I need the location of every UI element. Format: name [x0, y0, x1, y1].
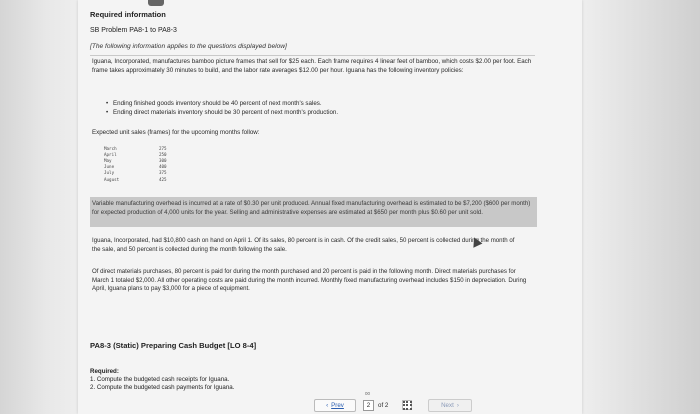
required-label: Required: — [90, 368, 119, 375]
units-cell: 400 — [159, 164, 167, 170]
divider — [90, 55, 535, 56]
cash-paragraph: Iguana, Incorporated, had $10,800 cash on hand on April 1. Of its sales, 80 percent is in cash. Of the credit sales, 50 percent is collected during the month of the sale, and 50 percent is collected during the month following the sale. — [92, 237, 515, 253]
month-cell: June — [104, 164, 115, 170]
units-cell: 375 — [159, 170, 167, 176]
table-row — [104, 176, 179, 182]
prev-button[interactable] — [314, 399, 356, 412]
requirement-item: 2. Compute the budgeted cash payments for Iguana. — [90, 384, 235, 391]
month-cell: July — [104, 170, 115, 176]
units-cell: 250 — [159, 151, 167, 157]
page-title: Required information — [90, 10, 166, 19]
expected-sales-label: Expected unit sales (frames) for the upcoming months follow: — [92, 129, 260, 136]
policy-item: • Ending direct materials inventory should be 30 percent of next month's production. — [114, 109, 338, 118]
policy-item: • Ending finished goods inventory should be 40 percent of next month's sales. — [114, 100, 338, 109]
page-stack-marker: 00 — [365, 391, 371, 396]
company-description: Iguana, Incorporated, manufactures bamboo picture frames that sell for $25 each. Each frame requires 4 linear feet of bamboo, which costs $2.00 per foot. Each frame takes approximately 30 minutes to build, and the labor rate averages $12.00 per hour. Iguana has the following inventory policies: — [92, 58, 532, 74]
month-cell: March — [104, 145, 117, 151]
table-row — [104, 170, 179, 176]
table-row — [104, 151, 179, 157]
document-page — [78, 0, 582, 414]
purchases-paragraph: Of direct materials purchases, 80 percent is paid for during the month purchased and 20 percent is paid in the following month. Direct materials purchases for March 1 totaled $2,000. All other operating costs are paid during the month incurred. Monthly fixed manufacturing overhead includes $150 in depreciation. During April, Iguana plans to pay $3,000 for a piece of equipment. — [92, 268, 527, 293]
intro-note: [The following information applies to the questions displayed below] — [90, 43, 287, 50]
units-cell: 275 — [159, 145, 167, 151]
next-label: Next — [441, 402, 454, 409]
overhead-paragraph: Variable manufacturing overhead is incurred at a rate of $0.30 per unit produced. Annual fixed manufacturing overhead is estimated to be $7,200 ($600 per month) for expected production of 4,000 units for the year. Selling and administrative expenses are estimated at $650 per month plus $0.60 per unit sold. — [92, 200, 531, 216]
expected-sales-table — [104, 145, 179, 182]
right-margin — [582, 0, 700, 414]
units-cell: 300 — [159, 157, 167, 163]
current-page[interactable]: 2 — [363, 400, 374, 411]
collapse-tab-icon[interactable] — [148, 0, 164, 6]
month-cell: August — [104, 176, 120, 182]
chevron-right-icon: › — [456, 402, 459, 409]
table-row — [104, 164, 179, 170]
requirement-item: 1. Compute the budgeted cash receipts for Iguana. — [90, 376, 230, 383]
problem-label: SB Problem PA8-1 to PA8-3 — [90, 27, 177, 34]
problem-heading: PA8-3 (Static) Preparing Cash Budget [LO 8-4] — [90, 341, 257, 350]
prev-label: Prev — [331, 402, 344, 409]
month-cell: May — [104, 157, 112, 163]
month-cell: April — [104, 151, 117, 157]
left-margin — [0, 0, 78, 414]
units-cell: 425 — [159, 176, 167, 182]
grid-icon[interactable] — [402, 400, 412, 410]
pagination-bar — [78, 391, 582, 414]
inventory-policies — [114, 100, 338, 118]
next-button[interactable] — [428, 399, 472, 412]
page-total: of 2 — [378, 402, 389, 409]
chevron-left-icon: ‹ — [326, 402, 329, 409]
table-row — [104, 157, 179, 163]
table-row — [104, 145, 179, 151]
